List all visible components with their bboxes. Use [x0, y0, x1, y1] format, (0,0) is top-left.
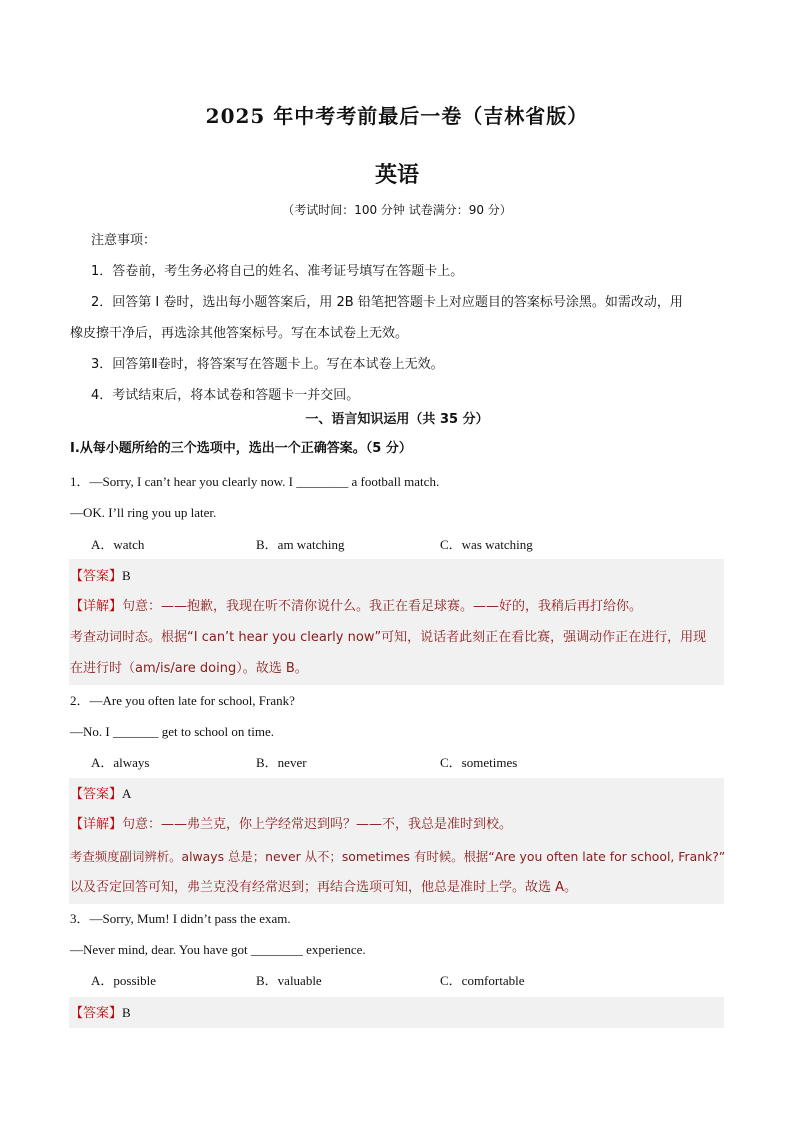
- detail-label: 【详解】: [70, 817, 123, 832]
- answer-value: B: [122, 1005, 131, 1020]
- notice-item-4: 4．考试结束后，将本试卷和答题卡一并交回。: [91, 388, 360, 403]
- detail-text: 句意：——抱歉，我现在听不清你说什么。我正在看足球赛。——好的，我稍后再打给你。: [122, 599, 643, 614]
- question-1-option-a: A．watch: [91, 537, 145, 552]
- notice-item-3: 3．回答第Ⅱ卷时，将答案写在答题卡上。写在本试卷上无效。: [91, 357, 444, 372]
- question-2-stem: 2．—Are you often late for school, Frank?: [70, 693, 295, 708]
- section-title: 一、语言知识运用（共 35 分）: [305, 412, 489, 427]
- detail-label: 【详解】: [70, 599, 123, 614]
- question-3-option-a: A．possible: [91, 973, 157, 988]
- question-2-detail-line-1: [70, 816, 512, 834]
- question-1-detail-line-1: [70, 598, 642, 616]
- question-1-reply: —OK. I’ll ring you up later.: [70, 505, 217, 520]
- question-1-answer: [70, 567, 131, 586]
- question-3-option-c: C．comfortable: [440, 973, 525, 988]
- question-3-reply: —Never mind, dear. You have got ________ experience.: [70, 942, 366, 957]
- question-3-stem: 3．—Sorry, Mum! I didn’t pass the exam.: [70, 911, 291, 926]
- answer-value: B: [122, 568, 131, 583]
- question-3-answer-box: [69, 997, 724, 1028]
- question-2-answer: [70, 785, 131, 804]
- notice-item-1: 1．答卷前，考生务必将自己的姓名、准考证号填写在答题卡上。: [91, 264, 464, 279]
- subject-title: 英语: [374, 162, 419, 188]
- notice-item-2-cont: 橡皮擦干净后，再选涂其他答案标号。写在本试卷上无效。: [70, 326, 409, 341]
- exam-title: 2025 年中考考前最后一卷（吉林省版）: [205, 104, 589, 128]
- question-3-answer: [70, 1004, 131, 1023]
- question-1-stem: 1．—Sorry, I can’t hear you clearly now. I ________ a football match.: [70, 474, 440, 489]
- detail-text: 句意：——弗兰克，你上学经常迟到吗？——不，我总是准时到校。: [122, 817, 513, 832]
- answer-label: 【答案】: [70, 787, 123, 802]
- question-2-detail-line-3: 以及否定回答可知，弗兰克没有经常迟到；再结合选项可知，他总是准时上学。故选 A。: [70, 880, 578, 895]
- question-2-detail-line-2: 考查频度副词辨析。always 总是；never 从不；sometimes 有时候。根据“Are you often late for school, Frank?”: [70, 849, 726, 864]
- question-1-option-b: B．am watching: [256, 537, 345, 552]
- question-1-detail-line-2: 考查动词时态。根据“I can’t hear you clearly now”可知，说话者此刻正在看比赛，强调动作正在进行，用现: [70, 630, 707, 645]
- notice-item-2: 2．回答第 I 卷时，选出每小题答案后，用 2B 铅笔把答题卡上对应题目的答案标号涂黑。如需改动，用: [91, 295, 683, 310]
- question-2-option-b: B．never: [256, 755, 307, 770]
- question-1-option-c: C．was watching: [440, 537, 533, 552]
- exam-time-info: （考试时间：100 分钟 试卷满分：90 分）: [282, 203, 512, 217]
- answer-label: 【答案】: [70, 1006, 123, 1021]
- answer-value: A: [122, 786, 132, 801]
- question-3-option-b: B．valuable: [256, 973, 322, 988]
- answer-label: 【答案】: [70, 569, 123, 584]
- question-2-option-c: C．sometimes: [440, 755, 518, 770]
- part-title: Ⅰ.从每小题所给的三个选项中，选出一个正确答案。（5 分）: [70, 441, 412, 456]
- question-1-detail-line-3: 在进行时（am/is/are doing）。故选 B。: [70, 661, 308, 676]
- question-2-reply: —No. I _______ get to school on time.: [70, 724, 275, 739]
- notice-heading: 注意事项：: [91, 233, 157, 248]
- question-2-option-a: A．always: [91, 755, 150, 770]
